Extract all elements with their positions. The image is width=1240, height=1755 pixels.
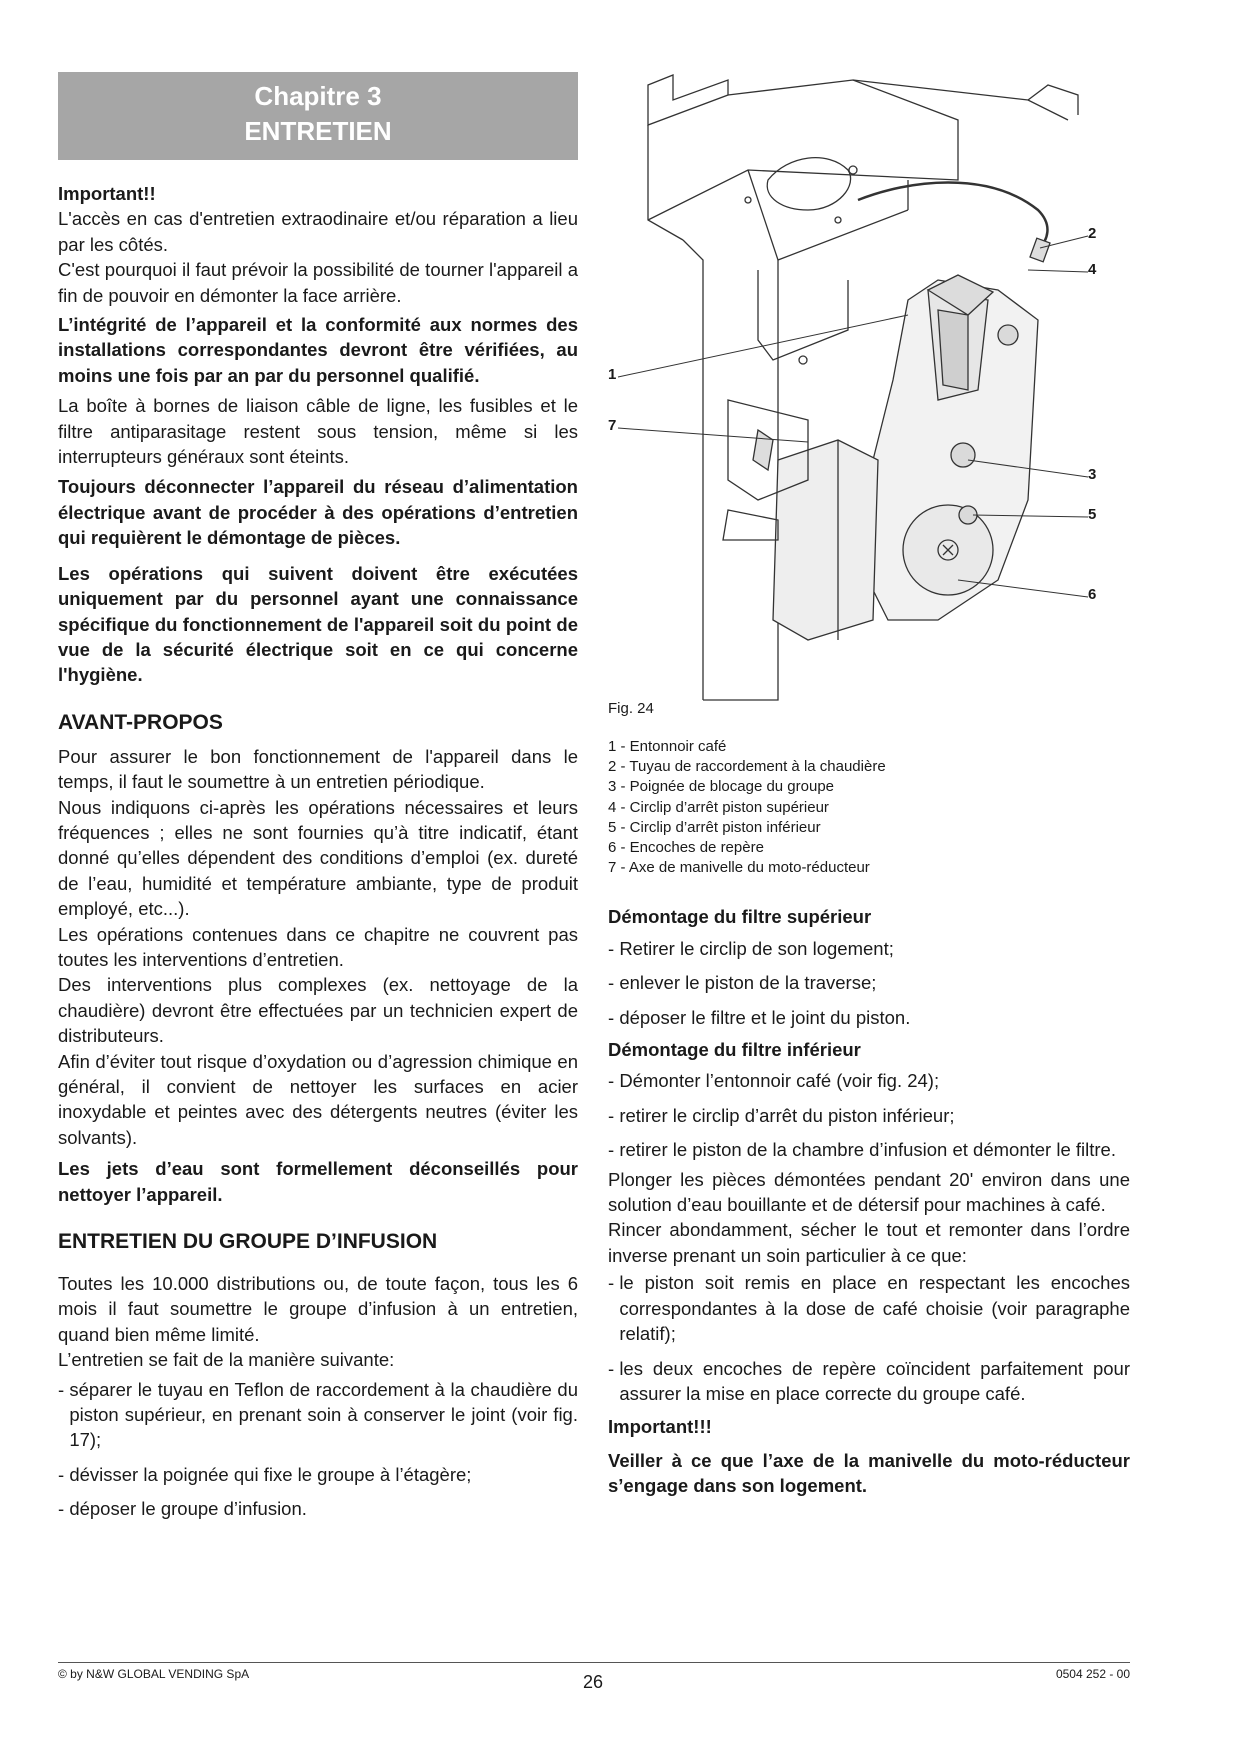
chapter-number: Chapitre 3 — [254, 81, 382, 111]
left-column — [58, 72, 578, 1522]
section-heading-avant-propos: AVANT-PROPOS — [58, 710, 223, 734]
callout-5: 5 — [1088, 506, 1097, 523]
paragraph: Pour assurer le bon fonctionnement de l'appareil dans le temps, il faut le soumettre à un entretien périodique. — [58, 745, 578, 793]
right-column — [608, 60, 1130, 1499]
paragraph: Les opérations contenues dans ce chapitre ne couvrent pas toutes les interventions d’entretien. — [58, 923, 578, 970]
paragraph: L'accès en cas d'entretien extraodinaire et/ou réparation a lieu par les côtés. — [58, 208, 578, 255]
list-item: - déposer le groupe d’infusion. — [58, 1498, 307, 1520]
important-heading: Important!! — [58, 183, 156, 204]
list-item: - le piston soit remis en place en respectant les encoches correspondantes à la dose de café choisie (voir paragraphe relatif); — [608, 1272, 1130, 1345]
brewing-group-diagram — [608, 60, 1130, 710]
page-number: 26 — [583, 1672, 604, 1692]
list-item: - retirer le piston de la chambre d’infusion et démonter le filtre. — [608, 1139, 1116, 1161]
figure-caption: Fig. 24 — [608, 700, 654, 717]
legend-item: 4 - Circlip d’arrêt piston supérieur — [608, 798, 829, 816]
legend-item: 3 - Poignée de blocage du groupe — [608, 778, 835, 796]
document-code: 0504 252 - 00 — [1055, 1667, 1130, 1681]
figure-legend — [608, 737, 1130, 878]
footer-copyright: © by N&W GLOBAL VENDING SpA — [58, 1667, 250, 1681]
chapter-title: ENTRETIEN — [244, 116, 392, 146]
subheading-filtre-inferieur: Démontage du filtre inférieur — [608, 1039, 861, 1061]
paragraph: Rincer abondamment, sécher le tout et remonter dans l’ordre inverse prenant un soin particulier à ce que: — [608, 1219, 1130, 1266]
important-heading: Important!!! — [608, 1416, 712, 1438]
list-item: - séparer le tuyau en Teflon de raccordement à la chaudière du piston supérieur, en prenant soin à conserver le joint (voir fig. 17); — [58, 1378, 578, 1451]
paragraph: Nous indiquons ci-après les opérations nécessaires et leurs fréquences ; elles ne sont fournies qu’à titre indicatif, étant donné qu’elles dépendent des conditions d’emploi (ex. dureté de l’eau, humidité et température ambiante, type de produit employé, etc...). — [58, 796, 578, 920]
callout-7: 7 — [608, 417, 617, 434]
legend-item: 1 - Entonnoir café — [608, 738, 727, 755]
paragraph: Plonger les pièces démontées pendant 20' environ dans une solution d’eau bouillante et de détersif pour machines à café. — [608, 1168, 1130, 1216]
paragraph: La boîte à bornes de liaison câble de ligne, les fusibles et le filtre antiparasitage restent sous tension, même si les interrupteurs généraux sont éteints. — [58, 395, 578, 468]
figure-24 — [608, 60, 1130, 710]
legend-item: 6 - Encoches de repère — [608, 839, 764, 857]
list-item: - dévisser la poignée qui fixe le groupe à l’étagère; — [58, 1463, 472, 1485]
callout-3: 3 — [1088, 466, 1097, 483]
paragraph: Toutes les 10.000 distributions ou, de toute façon, tous les 6 mois il faut soumettre le groupe d’infusion à un entretien, quand bien même limité. — [58, 1273, 578, 1345]
paragraph: L’entretien se fait de la manière suivante: — [58, 1349, 395, 1371]
list-item: - enlever le piston de la traverse; — [608, 972, 877, 994]
legend-item: 2 - Tuyau de raccordement à la chaudière — [608, 758, 886, 776]
list-item: - les deux encoches de repère coïncident parfaitement pour assurer la mise en place correcte du groupe café. — [608, 1357, 1130, 1404]
list-item: - retirer le circlip d’arrêt du piston inférieur; — [608, 1104, 955, 1126]
paragraph: C'est pourquoi il faut prévoir la possibilité de tourner l'appareil a fin de pouvoir en démonter la face arrière. — [58, 259, 578, 306]
paragraph: Afin d’éviter tout risque d’oxydation ou d’agression chimique en général, il convient de nettoyer les surfaces en acier inoxydable et peintes avec des détergents neutres (éviter les solvants). — [58, 1050, 578, 1148]
subheading-filtre-superieur: Démontage du filtre supérieur — [608, 906, 872, 928]
list-item: - Démonter l’entonnoir café (voir fig. 24); — [608, 1070, 940, 1092]
legend-item: 7 - Axe de manivelle du moto-réducteur — [608, 859, 870, 877]
callout-2: 2 — [1088, 225, 1097, 242]
list-item: - Retirer le circlip de son logement; — [608, 937, 894, 959]
paragraph: Des interventions plus complexes (ex. nettoyage de la chaudière) devront être effectuées par un technicien expert de distributeurs. — [58, 974, 578, 1047]
callout-6: 6 — [1088, 586, 1097, 603]
warning-paragraph: Les jets d’eau sont formellement déconseillés pour nettoyer l’appareil. — [58, 1158, 578, 1205]
chapter-banner — [58, 72, 578, 160]
warning-paragraph: L’intégrité de l’appareil et la conformité aux normes des installations correspondantes devront être vérifiées, au moins une fois par an par du personnel qualifié. — [58, 314, 578, 386]
warning-paragraph: Les opérations qui suivent doivent être exécutées uniquement par du personnel ayant une connaissance spécifique du fonctionnement de l'appareil soit du point de vue de la sécurité électrique soit en ce qui concerne l'hygiène. — [58, 562, 578, 686]
warning-paragraph: Veiller à ce que l’axe de la manivelle du moto-réducteur s’engage dans son logement. — [608, 1449, 1130, 1497]
warning-paragraph: Toujours déconnecter l’appareil du réseau d’alimentation électrique avant de procéder à des opérations d’entretien qui requièrent le démontage de pièces. — [58, 476, 578, 549]
list-item: - déposer le filtre et le joint du piston. — [608, 1006, 911, 1028]
callout-1: 1 — [608, 366, 617, 383]
section-heading-groupe: ENTRETIEN DU GROUPE D’INFUSION — [58, 1230, 438, 1254]
legend-item: 5 - Circlip d’arrêt piston inférieur — [608, 818, 821, 836]
callout-4: 4 — [1088, 261, 1097, 278]
footer-rule — [58, 1662, 1130, 1663]
